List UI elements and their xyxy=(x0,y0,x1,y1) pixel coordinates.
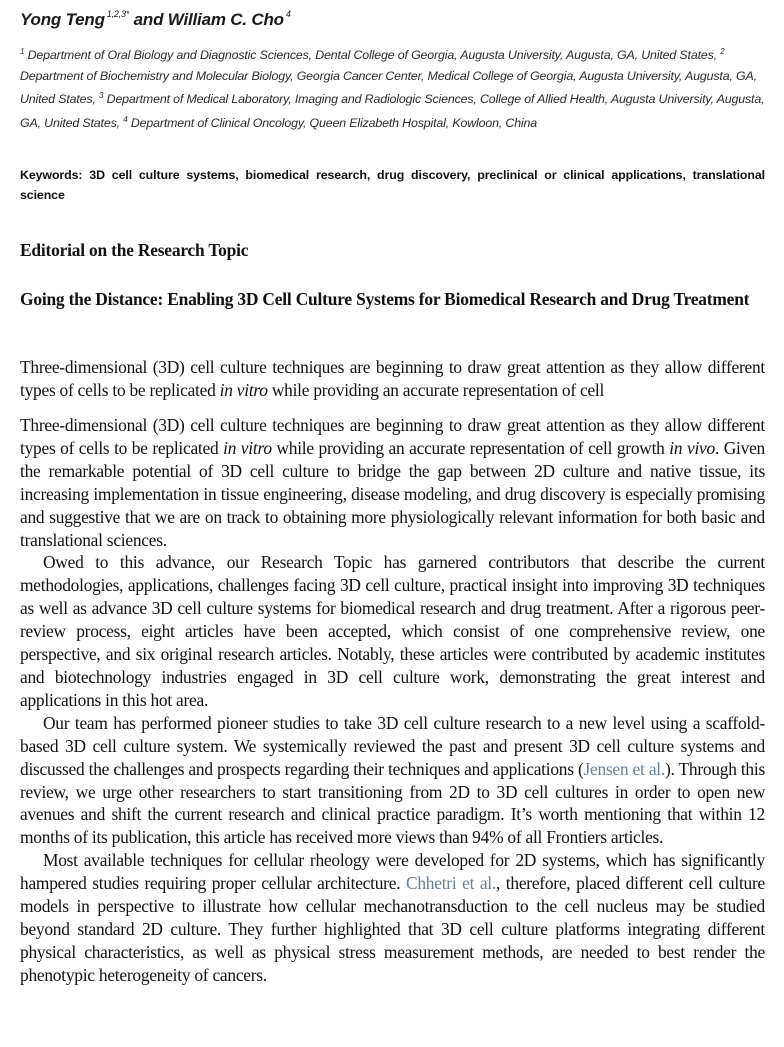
affiliation-text: Department of Clinical Oncology, Queen Elizabeth Hospital, Kowloon, China xyxy=(130,115,538,130)
editorial-heading: Editorial on the Research Topic xyxy=(20,240,249,260)
preview-italic: in vitro xyxy=(219,379,268,400)
keywords xyxy=(20,165,765,205)
author-name[interactable]: Yong Teng xyxy=(20,10,105,29)
keywords-list: 3D cell culture systems, biomedical research, drug discovery, preclinical or clinical applications, translational science xyxy=(20,168,765,202)
article-body xyxy=(20,414,765,987)
affiliation-number: 1 xyxy=(20,47,25,56)
affiliation-number: 2 xyxy=(720,47,725,56)
affiliation-number: 3 xyxy=(99,91,104,100)
affiliations xyxy=(20,42,765,133)
paragraph-3: Our team has performed pioneer studies to take 3D cell culture research to a new level using a scaffold-based 3D cell culture system. We systemically reviewed the past and present 3D cell culture systems and discussed the challenges and prospects regarding their techniques and applications (Jensen et al.). Through this review, we urge other researchers to start transitioning from 2D to 3D cell cultures in order to open new avenues and shift the current research and clinical practice paradigm. It’s worth mentioning that within 12 months of its publication, this article has received more views than 94% of all Frontiers articles. xyxy=(20,712,765,848)
keywords-label: Keywords: xyxy=(20,168,83,182)
paragraph-2: Owed to this advance, our Research Topic has garnered contributors that describe the current methodologies, applications, challenges facing 3D cell culture, practical insight into improving 3D techniques as well as advance 3D cell culture systems for biomedical research and drug treatment. After a rigorous peer-review process, eight articles have been accepted, which consist of one comprehensive review, one perspective, and six original research articles. Notably, these articles were contributed by academic institutes and biotechnology industries engaged in 3D cell culture work, demonstrating the great interest and applications in this hot area. xyxy=(20,552,765,710)
affiliation-text: Department of Oral Biology and Diagnostic Sciences, Dental College of Georgia, Augusta University, Augusta, GA, United States, xyxy=(27,48,717,62)
preview-text: while providing an accurate representation of cell xyxy=(267,379,605,400)
author-connector: and xyxy=(133,10,164,29)
author-line xyxy=(20,9,291,30)
abstract-preview xyxy=(20,356,765,402)
paragraph-1: Three-dimensional (3D) cell culture techniques are beginning to draw great attention as they allow different types of cells to be replicated in vitro while providing an accurate representation of cell growth in vivo. Given the remarkable potential of 3D cell culture to bridge the gap between 2D culture and native tissue, its increasing implementation in tissue engineering, disease modeling, and drug discovery is especially promising and suggestive that we are on track to obtaining more physiologically relevant information for both basic and translational sciences. xyxy=(20,415,765,550)
citation-link-jensen[interactable]: Jensen et al. xyxy=(583,758,665,779)
author-name[interactable]: William C. Cho xyxy=(167,10,284,29)
affiliation-text: Department of Medical Laboratory, Imaging and Radiologic Sciences, College of Allied Health, Augusta University, Augusta, GA, United States, xyxy=(20,92,765,130)
preview-text: Three-dimensional (3D) cell culture techniques are beginning to draw great attention as they allow different types of cells to be replicated xyxy=(20,357,765,400)
paragraph-4: Most available techniques for cellular rheology were developed for 2D systems, which has significantly hampered studies requiring proper cellular architecture. Chhetri et al., therefore, placed different cell culture models in perspective to illustrate how cellular mechanotransduction to the cell nucleus may be studied beyond standard 2D culture. They further highlighted that 3D cell culture platforms integrating different physical characteristics, as well as physical stress measurement methods, are needed to best render the phenotypic heterogeneity of cancers. xyxy=(20,850,765,985)
author-affiliation-marker: 4 xyxy=(285,9,291,19)
research-topic-title[interactable]: Going the Distance: Enabling 3D Cell Culture Systems for Biomedical Research and Drug Treatment xyxy=(20,289,750,309)
citation-link-chhetri[interactable]: Chhetri et al. xyxy=(405,873,496,894)
affiliation-text: Department of Biochemistry and Molecular Biology, Georgia Cancer Center, Medical College of Georgia, Augusta University, Augusta, GA, United States, xyxy=(20,68,757,106)
affiliation-number: 4 xyxy=(123,114,128,124)
author-affiliation-marker: 1,2,3* xyxy=(106,9,130,19)
